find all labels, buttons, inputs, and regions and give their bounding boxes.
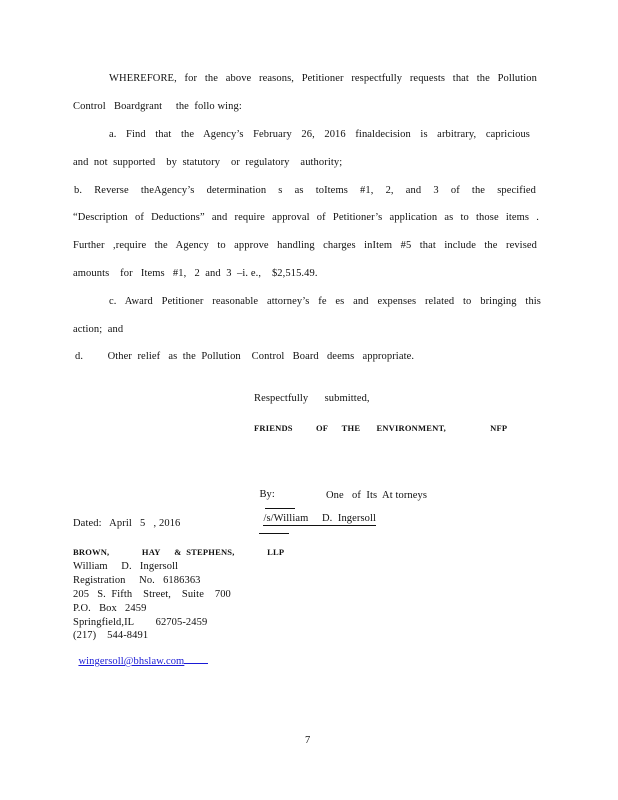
wherefore-line-2: Control Boardgrant the follo wing: <box>73 101 242 112</box>
city-state-zip: Springfield,IL 62705-2459 <box>73 617 208 628</box>
signature-blank-left <box>265 508 295 509</box>
dated-line: Dated: April 5 , 2016 <box>73 518 181 529</box>
organization-name: FRIENDS OF THE ENVIRONMENT, NFP <box>254 423 508 433</box>
item-b-line-1: b. Reverse theAgency’s determination s as toItems #1, 2, and 3 of the specified <box>74 185 536 196</box>
wherefore-line-1: WHEREFORE, for the above reasons, Petitioner respectfully requests that the Pollution <box>109 73 537 84</box>
phone-number: (217) 544-8491 <box>73 630 149 641</box>
registration-number: Registration No. 6186363 <box>73 575 201 586</box>
item-b-line-2: “Description of Deductions” and require approval of Petitioner’s application as to those items . <box>73 212 539 223</box>
po-box: P.O. Box 2459 <box>73 603 147 614</box>
by-label: By: <box>259 489 275 500</box>
signature-blank-right <box>259 533 289 534</box>
signature-title: One of Its At torneys <box>326 490 428 501</box>
page-number: 7 <box>305 735 311 746</box>
email-line[interactable] <box>73 644 208 668</box>
item-d-line-1: d. Other relief as the Pollution Control Board deems appropriate. <box>75 351 415 362</box>
email-link[interactable]: wingersoll@bhslaw.com <box>78 656 185 667</box>
email-underline-trail <box>184 663 208 664</box>
street-address: 205 S. Fifth Street, Suite 700 <box>73 589 231 600</box>
item-c-line-2: action; and <box>73 324 124 335</box>
signature-by-line <box>254 477 376 538</box>
item-b-line-4: amounts for Items #1, 2 and 3 –i. e., $2,515.49. <box>73 268 318 279</box>
attorney-name: William D. Ingersoll <box>73 561 179 572</box>
item-a-line-2: and not supported by statutory or regulatory authority; <box>73 157 343 168</box>
item-a-line-1: a. Find that the Agency’s February 26, 2016 finaldecision is arbitrary, capricious <box>109 129 530 140</box>
firm-name: BROWN, HAY & STEPHENS, LLP <box>73 547 285 557</box>
item-b-line-3: Further ,require the Agency to approve handling charges inItem #5 that include the revised <box>73 240 537 251</box>
signature-text: /s/William D. Ingersoll <box>263 513 377 524</box>
item-c-line-1: c. Award Petitioner reasonable attorney’s fe es and expenses related to bringing this <box>109 296 541 307</box>
respectfully-submitted: Respectfully submitted, <box>254 393 370 404</box>
